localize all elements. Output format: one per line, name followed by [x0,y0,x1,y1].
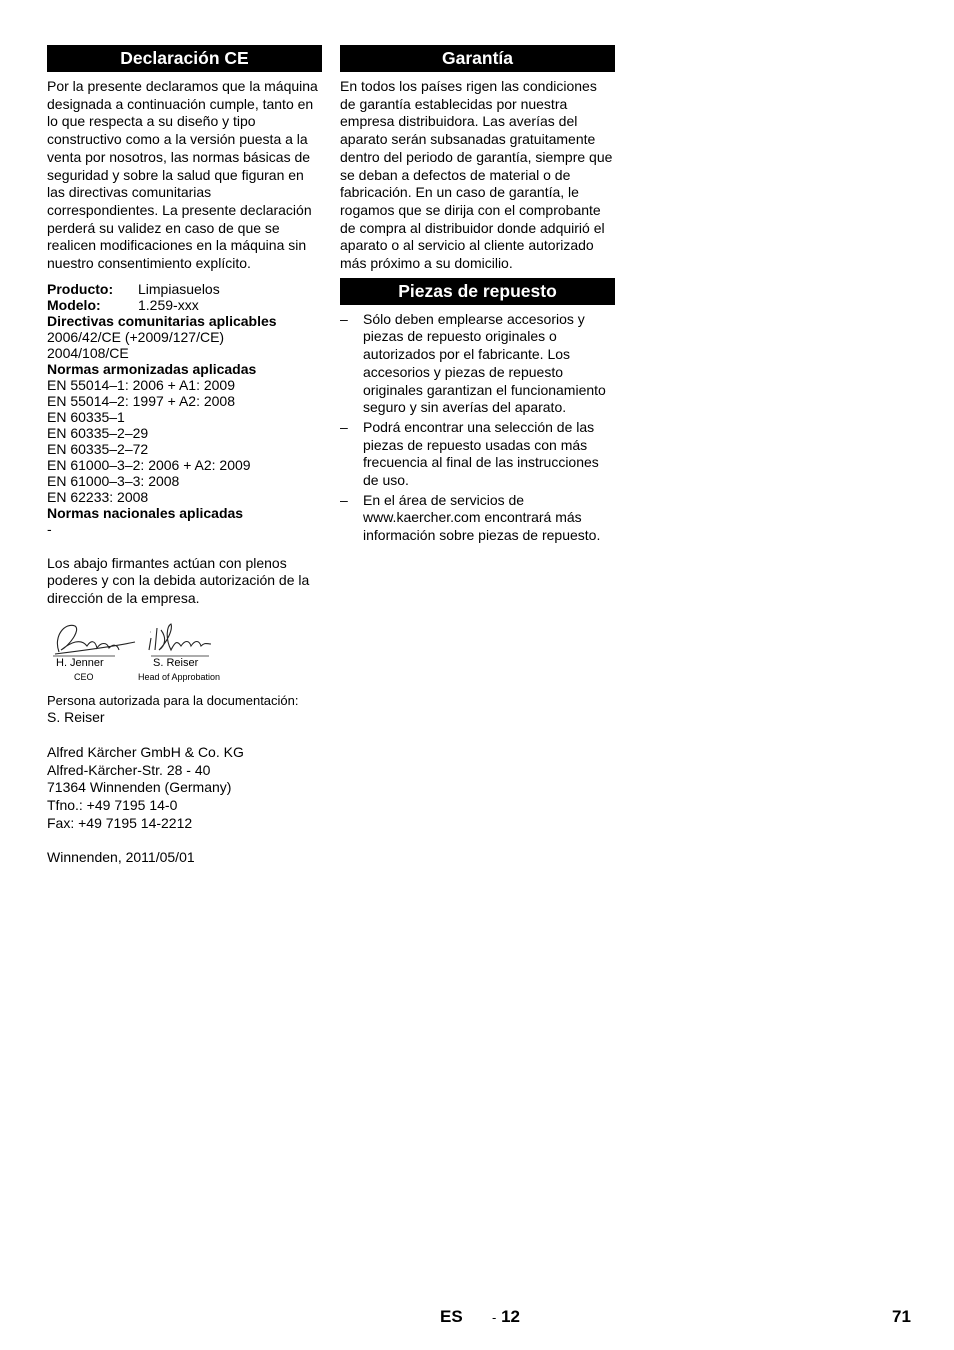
spare-parts-heading: Piezas de repuesto [340,278,615,305]
spare-parts-list [340,311,615,545]
doc-person-block [47,692,322,727]
ce-intro-text: Por la presente declaramos que la máquina designada a continuación cumple, tanto en lo que respecta a su diseño y tipo constructivo como a la versión puesta a la venta por nosotros, las normas básicas de seguridad y sobre la salud que figuran en las directivas comunitarias correspondientes. La presente declaración perderá su validez en caso de que se realicen modificaciones en la máquina sin nuestro consentimiento explícito. [47,78,318,272]
signer1-name: H. Jenner [56,656,104,669]
footer-page-number: 71 [892,1307,911,1326]
warranty-text: En todos los países rigen las condiciones de garantía establecidas por nuestra empresa distribuidora. Las averías del aparato serán subsanadas gratuitamente dentro del periodo de garantía, siempre que se deban a defectos de material o de fabricación. En un caso de garantía, le rogamos que se dirija con el comprobante de compra al distribuidor donde adquirió el aparato o al servicio al cliente autorizado más próximo a su domicilio. [340,78,613,272]
ce-declaration-heading: Declaración CE [47,45,322,72]
signer2-name: S. Reiser [153,656,199,669]
signature-block [47,616,322,680]
national-value: - [47,520,52,537]
model-label: Modelo: [47,296,101,313]
harmonized-item: EN 61000–3–3: 2008 [47,472,180,489]
company-line: Tfno.: +49 7195 14-0 [47,796,178,813]
signer2-role: Head of Approbation [138,671,221,682]
list-item: – Podrá encontrar una selección de las piezas de repuesto usadas con más frecuencia al final de las instrucciones de uso. [340,418,599,489]
product-value: Limpiasuelos [138,280,220,297]
harmonized-item: EN 60335–2–29 [47,424,149,441]
harmonized-item: EN 61000–3–2: 2006 + A2: 2009 [47,456,251,473]
signers-text: Los abajo firmantes actúan con plenos poderes y con la debida autorización de la dirección de la empresa. [47,554,310,607]
harmonized-item: EN 55014–2: 1997 + A2: 2008 [47,392,235,409]
left-column [47,45,322,867]
doc-person-name: S. Reiser [47,709,105,726]
warranty-heading: Garantía [340,45,615,72]
directive-item: 2006/42/CE (+2009/127/CE) [47,328,225,345]
directives-label: Directivas comunitarias aplicables [47,312,277,329]
product-label: Producto: [47,280,114,297]
product-row [47,281,322,297]
company-line: Alfred-Kärcher-Str. 28 - 40 [47,761,211,778]
harmonized-item: EN 62233: 2008 [47,488,149,505]
right-column [340,45,615,547]
company-address [47,744,322,833]
company-line: 71364 Winnenden (Germany) [47,779,232,796]
model-value: 1.259-xxx [138,296,199,313]
place-date: Winnenden, 2011/05/01 [47,849,195,866]
directive-item: 2004/108/CE [47,344,129,361]
list-item: – Sólo deben emplearse accesorios y piezas de repuesto originales o autorizados por el fabricante. Los accesorios y piezas de repuesto originales garantizan el funcionamiento seguro y sin averías del aparato. [340,310,606,416]
footer-local-page: - 12 [492,1307,520,1326]
company-line: Fax: +49 7195 14-2212 [47,814,193,831]
harmonized-label: Normas armonizadas aplicadas [47,360,257,377]
harmonized-item: EN 55014–1: 2006 + A1: 2009 [47,376,235,393]
model-row [47,297,322,313]
spec-block [47,281,322,537]
national-label: Normas nacionales aplicadas [47,504,244,521]
doc-person-label: Persona autorizada para la documentación: [47,692,299,708]
harmonized-item: EN 60335–2–72 [47,440,149,457]
harmonized-item: EN 60335–1 [47,408,125,425]
company-line: Alfred Kärcher GmbH & Co. KG [47,743,244,760]
list-item: – En el área de servicios de www.kaercher.com encontrará más información sobre piezas de repuesto. [340,491,601,544]
signer1-role: CEO [74,671,94,682]
footer-language: ES [440,1307,463,1326]
